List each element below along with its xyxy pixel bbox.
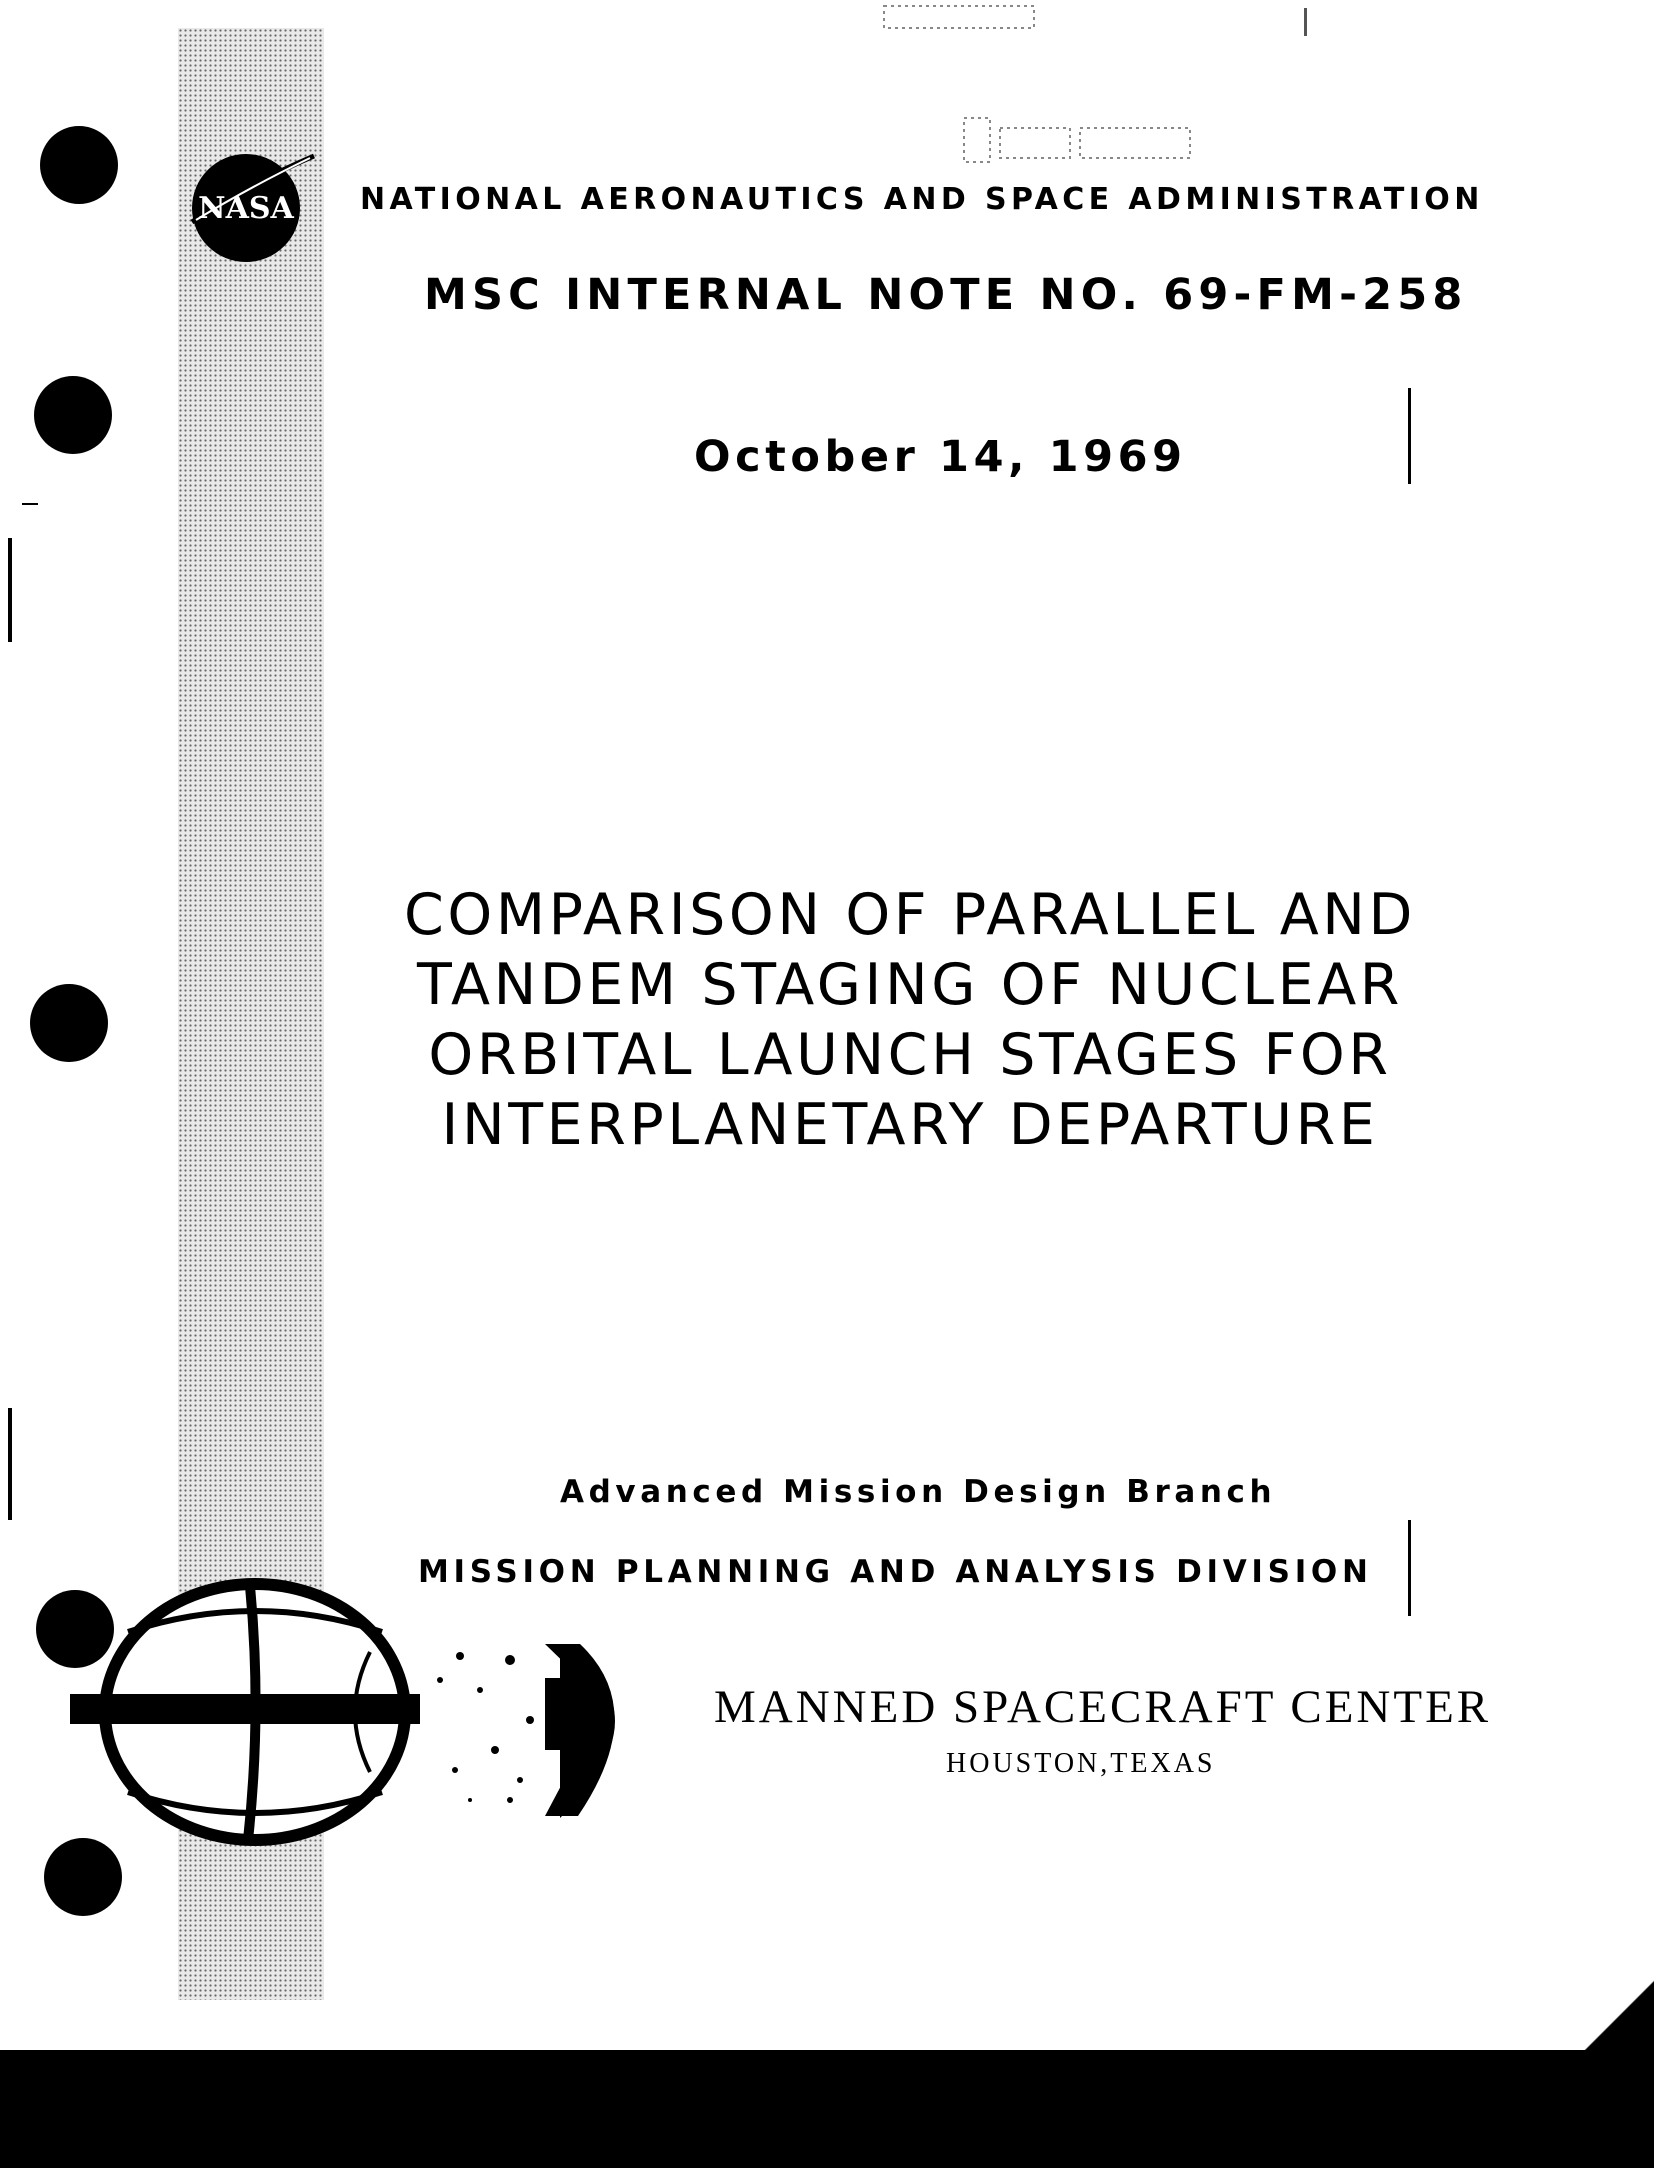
scanner-border (0, 2050, 1654, 2168)
branch-name: Advanced Mission Design Branch (560, 1474, 1277, 1510)
division-name: MISSION PLANNING AND ANALYSIS DIVISION (418, 1554, 1373, 1590)
title-line: ORBITAL LAUNCH STAGES FOR (428, 1022, 1392, 1088)
title-line: COMPARISON OF PARALLEL AND (403, 882, 1417, 948)
punch-hole (34, 376, 112, 454)
document-date: October 14, 1969 (694, 432, 1187, 482)
faded-stamp (870, 0, 1330, 180)
scan-mark (8, 538, 12, 642)
center-location: HOUSTON,TEXAS (946, 1748, 1216, 1779)
msc-emblem (40, 1560, 660, 1870)
scan-mark (22, 503, 38, 505)
document-title (380, 880, 1440, 1160)
svg-text:NASA: NASA (198, 191, 294, 226)
title-line: TANDEM STAGING OF NUCLEAR (417, 952, 1403, 1018)
scan-mark (8, 1408, 12, 1520)
center-name: MANNED SPACECRAFT CENTER (714, 1681, 1492, 1733)
scan-mark (1408, 1520, 1411, 1616)
title-line: INTERPLANETARY DEPARTURE (441, 1092, 1379, 1158)
internal-note-number: MSC INTERNAL NOTE NO. 69-FM-258 (424, 270, 1468, 320)
punch-hole (30, 984, 108, 1062)
agency-name: NATIONAL AERONAUTICS AND SPACE ADMINISTRATION (360, 182, 1484, 217)
scan-mark (1408, 388, 1411, 484)
nasa-logo (188, 148, 320, 264)
page-corner-shadow (1554, 1960, 1654, 2060)
punch-hole (40, 126, 118, 204)
